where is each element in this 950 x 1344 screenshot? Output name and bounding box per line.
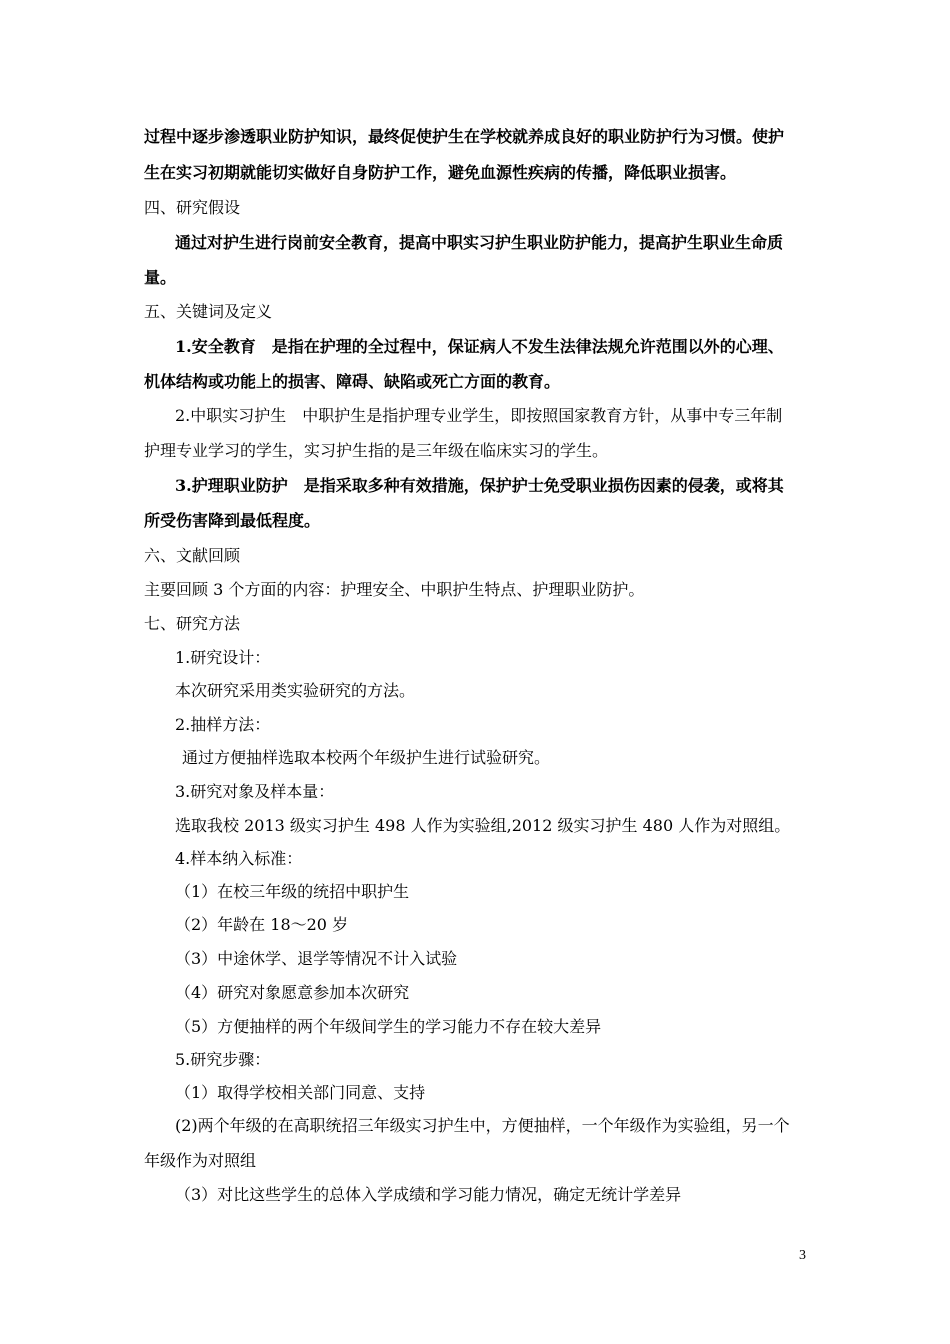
section-heading: 五、关键词及定义 [144,302,273,321]
subheading: 1.研究设计： [175,648,271,667]
paragraph-line: 本次研究采用类实验研究的方法。 [175,681,416,700]
list-item: 年级作为对照组 [144,1151,257,1170]
section-heading: 四、研究假设 [144,198,241,217]
list-item: （1）取得学校相关部门同意、支持 [175,1083,426,1102]
list-item: （2）年龄在 18～20 岁 [175,915,349,934]
list-item: （1）在校三年级的统招中职护生 [175,882,410,901]
subheading: 5.研究步骤： [175,1050,271,1069]
list-item: (2)两个年级的在高职统招三年级实习护生中，方便抽样，一个年级作为实验组，另一个 [175,1116,790,1135]
subheading: 2.抽样方法： [175,715,271,734]
paragraph-line: 过程中逐步渗透职业防护知识，最终促使护生在学校就养成良好的职业防护行为习惯。使护 [144,127,785,146]
list-item: （5）方便抽样的两个年级间学生的学习能力不存在较大差异 [175,1017,602,1036]
page-number: 3 [799,1248,806,1263]
list-item: （4）研究对象愿意参加本次研究 [175,983,410,1002]
subheading: 4.样本纳入标准： [175,849,303,868]
paragraph-line: 3.护理职业防护 是指采取多种有效措施，保护护士免受职业损伤因素的侵袭，或将其 [175,476,784,495]
list-item: （3）中途休学、退学等情况不计入试验 [175,949,458,968]
paragraph-line: 通过对护生进行岗前安全教育，提高中职实习护生职业防护能力，提高护生职业生命质 [175,233,784,252]
paragraph-line: 所受伤害降到最低程度。 [144,511,321,530]
section-heading: 六、文献回顾 [144,546,241,565]
paragraph-line: 选取我校 2013 级实习护生 498 人作为实验组,2012 级实习护生 480 人作为对照组。 [175,816,791,835]
paragraph-line: 1.安全教育 是指在护理的全过程中，保证病人不发生法律法规允许范围以外的心理、 [175,337,784,356]
paragraph-line: 2.中职实习护生 中职护生是指护理专业学生，即按照国家教育方针，从事中专三年制 [175,406,783,425]
subheading: 3.研究对象及样本量： [175,782,335,801]
paragraph-line: 量。 [144,268,177,287]
paragraph-line: 主要回顾 3 个方面的内容：护理安全、中职护生特点、护理职业防护。 [144,580,645,599]
list-item: （3）对比这些学生的总体入学成绩和学习能力情况，确定无统计学差异 [175,1185,682,1204]
paragraph-line: 生在实习初期就能切实做好自身防护工作，避免血源性疾病的传播，降低职业损害。 [144,163,737,182]
paragraph-line: 通过方便抽样选取本校两个年级护生进行试验研究。 [182,748,551,767]
paragraph-line: 护理专业学习的学生，实习护生指的是三年级在临床实习的学生。 [144,441,609,460]
paragraph-line: 机体结构或功能上的损害、障碍、缺陷或死亡方面的教育。 [144,372,561,391]
section-heading: 七、研究方法 [144,614,241,633]
